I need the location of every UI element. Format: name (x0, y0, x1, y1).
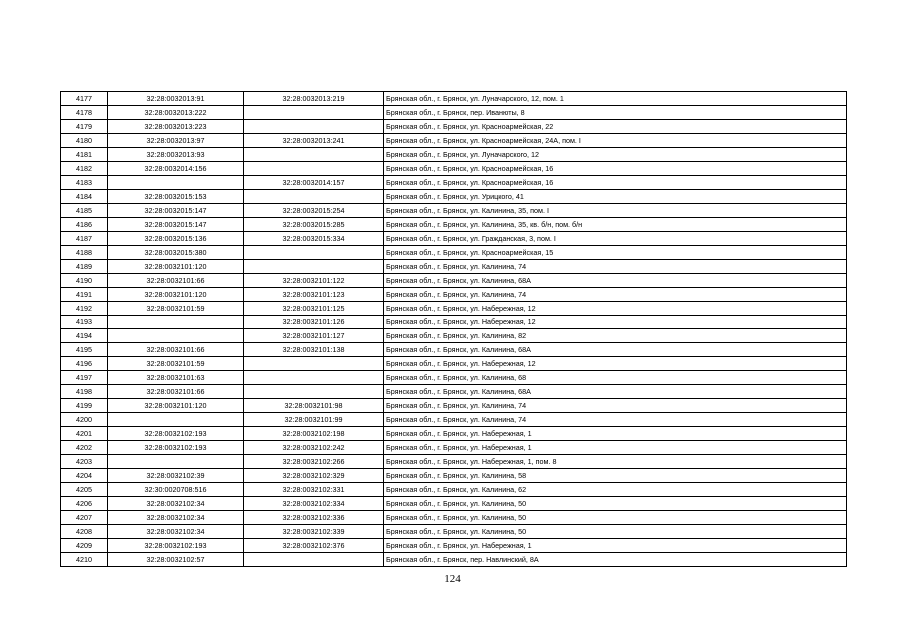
premises-cadastral-number-cell (244, 385, 384, 399)
premises-cadastral-number-cell (244, 357, 384, 371)
address-cell: Брянская обл., г. Брянск, ул. Калинина, 68 (384, 371, 847, 385)
cadastral-number-cell: 32:28:0032101:66 (108, 343, 244, 357)
premises-cadastral-number-cell: 32:28:0032102:242 (244, 441, 384, 455)
row-number-cell: 4185 (61, 203, 108, 217)
cadastral-number-cell: 32:28:0032102:34 (108, 511, 244, 525)
row-number-cell: 4201 (61, 427, 108, 441)
cadastral-number-cell: 32:28:0032102:193 (108, 427, 244, 441)
premises-cadastral-number-cell: 32:28:0032015:285 (244, 217, 384, 231)
address-cell: Брянская обл., г. Брянск, ул. Калинина, 35, пом. I (384, 203, 847, 217)
premises-cadastral-number-cell: 32:28:0032013:241 (244, 133, 384, 147)
premises-cadastral-number-cell: 32:28:0032102:266 (244, 455, 384, 469)
row-number-cell: 4179 (61, 119, 108, 133)
row-number-cell: 4194 (61, 329, 108, 343)
table-row (61, 455, 847, 469)
address-cell: Брянская обл., г. Брянск, ул. Гражданская, 3, пом. I (384, 231, 847, 245)
row-number-cell: 4180 (61, 133, 108, 147)
table-row (61, 189, 847, 203)
address-cell: Брянская обл., г. Брянск, ул. Набережная, 1 (384, 539, 847, 553)
address-cell: Брянская обл., г. Брянск, ул. Калинина, 74 (384, 413, 847, 427)
table-row (61, 119, 847, 133)
premises-cadastral-number-cell (244, 371, 384, 385)
row-number-cell: 4210 (61, 552, 108, 566)
cadastral-number-cell (108, 175, 244, 189)
address-cell: Брянская обл., г. Брянск, ул. Калинина, 68А (384, 273, 847, 287)
cadastral-number-cell: 32:30:0020708:516 (108, 483, 244, 497)
address-cell: Брянская обл., г. Брянск, ул. Калинина, 50 (384, 525, 847, 539)
premises-cadastral-number-cell (244, 147, 384, 161)
row-number-cell: 4177 (61, 92, 108, 106)
row-number-cell: 4189 (61, 259, 108, 273)
address-cell: Брянская обл., г. Брянск, ул. Набережная, 1 (384, 427, 847, 441)
row-number-cell: 4206 (61, 497, 108, 511)
address-cell: Брянская обл., г. Брянск, ул. Набережная, 1 (384, 441, 847, 455)
row-number-cell: 4202 (61, 441, 108, 455)
table-row (61, 497, 847, 511)
premises-cadastral-number-cell: 32:28:0032101:122 (244, 273, 384, 287)
address-cell: Брянская обл., г. Брянск, ул. Красноармейская, 15 (384, 245, 847, 259)
premises-cadastral-number-cell (244, 105, 384, 119)
address-cell: Брянская обл., г. Брянск, ул. Калинина, 62 (384, 483, 847, 497)
page-number: 124 (444, 573, 461, 585)
address-cell: Брянская обл., г. Брянск, ул. Калинина, 74 (384, 259, 847, 273)
table-row (61, 552, 847, 566)
row-number-cell: 4207 (61, 511, 108, 525)
cadastral-number-cell: 32:28:0032015:147 (108, 203, 244, 217)
cadastral-number-cell: 32:28:0032102:193 (108, 441, 244, 455)
premises-cadastral-number-cell: 32:28:0032102:376 (244, 539, 384, 553)
premises-cadastral-number-cell (244, 189, 384, 203)
address-cell: Брянская обл., г. Брянск, ул. Калинина, 82 (384, 329, 847, 343)
row-number-cell: 4208 (61, 525, 108, 539)
row-number-cell: 4188 (61, 245, 108, 259)
table-row (61, 343, 847, 357)
premises-cadastral-number-cell: 32:28:0032101:98 (244, 399, 384, 413)
address-cell: Брянская обл., г. Брянск, ул. Калинина, 68А (384, 385, 847, 399)
cadastral-number-cell: 32:28:0032013:222 (108, 105, 244, 119)
table-row (61, 357, 847, 371)
table-row (61, 287, 847, 301)
table-row (61, 231, 847, 245)
address-cell: Брянская обл., г. Брянск, ул. Калинина, 50 (384, 511, 847, 525)
row-number-cell: 4184 (61, 189, 108, 203)
address-cell: Брянская обл., г. Брянск, ул. Набережная, 12 (384, 301, 847, 315)
premises-cadastral-number-cell (244, 552, 384, 566)
address-cell: Брянская обл., г. Брянск, ул. Луначарского, 12, пом. 1 (384, 92, 847, 106)
premises-cadastral-number-cell: 32:28:0032013:219 (244, 92, 384, 106)
cadastral-number-cell: 32:28:0032102:39 (108, 469, 244, 483)
table-row (61, 245, 847, 259)
address-cell: Брянская обл., г. Брянск, ул. Набережная, 12 (384, 357, 847, 371)
premises-cadastral-number-cell (244, 119, 384, 133)
table-row (61, 259, 847, 273)
cadastral-number-cell (108, 413, 244, 427)
table-row (61, 511, 847, 525)
address-cell: Брянская обл., г. Брянск, ул. Набережная, 12 (384, 315, 847, 329)
table-row (61, 413, 847, 427)
cadastral-number-cell (108, 315, 244, 329)
table-row (61, 385, 847, 399)
premises-cadastral-number-cell: 32:28:0032101:126 (244, 315, 384, 329)
address-cell: Брянская обл., г. Брянск, ул. Калинина, 74 (384, 399, 847, 413)
premises-cadastral-number-cell: 32:28:0032102:331 (244, 483, 384, 497)
table-row (61, 315, 847, 329)
row-number-cell: 4191 (61, 287, 108, 301)
row-number-cell: 4200 (61, 413, 108, 427)
cadastral-number-cell: 32:28:0032101:66 (108, 385, 244, 399)
table-row (61, 399, 847, 413)
premises-cadastral-number-cell: 32:28:0032015:254 (244, 203, 384, 217)
row-number-cell: 4182 (61, 161, 108, 175)
premises-cadastral-number-cell: 32:28:0032101:123 (244, 287, 384, 301)
cadastral-number-cell: 32:28:0032102:34 (108, 525, 244, 539)
cadastral-number-cell: 32:28:0032013:93 (108, 147, 244, 161)
registry-table (60, 91, 847, 567)
row-number-cell: 4183 (61, 175, 108, 189)
row-number-cell: 4192 (61, 301, 108, 315)
address-cell: Брянская обл., г. Брянск, пер. Навлинский, 8А (384, 552, 847, 566)
cadastral-number-cell: 32:28:0032101:120 (108, 259, 244, 273)
row-number-cell: 4181 (61, 147, 108, 161)
table-row (61, 92, 847, 106)
premises-cadastral-number-cell (244, 161, 384, 175)
address-cell: Брянская обл., г. Брянск, ул. Калинина, 50 (384, 497, 847, 511)
address-cell: Брянская обл., г. Брянск, ул. Красноармейская, 16 (384, 175, 847, 189)
cadastral-number-cell: 32:28:0032015:147 (108, 217, 244, 231)
row-number-cell: 4190 (61, 273, 108, 287)
address-cell: Брянская обл., г. Брянск, ул. Калинина, 68А (384, 343, 847, 357)
row-number-cell: 4178 (61, 105, 108, 119)
table-row (61, 329, 847, 343)
premises-cadastral-number-cell: 32:28:0032101:127 (244, 329, 384, 343)
table-row (61, 105, 847, 119)
row-number-cell: 4199 (61, 399, 108, 413)
table-row (61, 273, 847, 287)
row-number-cell: 4195 (61, 343, 108, 357)
cadastral-number-cell: 32:28:0032101:66 (108, 273, 244, 287)
cadastral-number-cell: 32:28:0032013:223 (108, 119, 244, 133)
address-cell: Брянская обл., г. Брянск, ул. Красноармейская, 24А, пом. I (384, 133, 847, 147)
address-cell: Брянская обл., г. Брянск, ул. Калинина, 35, кв. б/н, пом. б/н (384, 217, 847, 231)
table-row (61, 441, 847, 455)
cadastral-number-cell: 32:28:0032102:193 (108, 539, 244, 553)
row-number-cell: 4193 (61, 315, 108, 329)
address-cell: Брянская обл., г. Брянск, ул. Красноармейская, 22 (384, 119, 847, 133)
address-cell: Брянская обл., г. Брянск, ул. Луначарского, 12 (384, 147, 847, 161)
premises-cadastral-number-cell: 32:28:0032102:198 (244, 427, 384, 441)
registry-table-body (61, 92, 847, 567)
row-number-cell: 4203 (61, 455, 108, 469)
row-number-cell: 4198 (61, 385, 108, 399)
premises-cadastral-number-cell: 32:28:0032101:99 (244, 413, 384, 427)
table-row (61, 301, 847, 315)
row-number-cell: 4209 (61, 539, 108, 553)
cadastral-number-cell: 32:28:0032101:63 (108, 371, 244, 385)
cadastral-number-cell: 32:28:0032013:97 (108, 133, 244, 147)
table-row (61, 371, 847, 385)
cadastral-number-cell (108, 455, 244, 469)
premises-cadastral-number-cell: 32:28:0032102:334 (244, 497, 384, 511)
table-row (61, 427, 847, 441)
row-number-cell: 4197 (61, 371, 108, 385)
table-row (61, 161, 847, 175)
premises-cadastral-number-cell: 32:28:0032102:336 (244, 511, 384, 525)
premises-cadastral-number-cell: 32:28:0032102:329 (244, 469, 384, 483)
table-row (61, 203, 847, 217)
premises-cadastral-number-cell (244, 245, 384, 259)
address-cell: Брянская обл., г. Брянск, ул. Калинина, 74 (384, 287, 847, 301)
cadastral-number-cell: 32:28:0032015:153 (108, 189, 244, 203)
cadastral-number-cell: 32:28:0032102:57 (108, 552, 244, 566)
premises-cadastral-number-cell (244, 259, 384, 273)
address-cell: Брянская обл., г. Брянск, пер. Иванюты, 8 (384, 105, 847, 119)
table-row (61, 539, 847, 553)
premises-cadastral-number-cell: 32:28:0032014:157 (244, 175, 384, 189)
row-number-cell: 4196 (61, 357, 108, 371)
address-cell: Брянская обл., г. Брянск, ул. Красноармейская, 16 (384, 161, 847, 175)
address-cell: Брянская обл., г. Брянск, ул. Калинина, 58 (384, 469, 847, 483)
cadastral-number-cell: 32:28:0032015:380 (108, 245, 244, 259)
table-row (61, 217, 847, 231)
cadastral-number-cell (108, 329, 244, 343)
cadastral-number-cell: 32:28:0032101:120 (108, 287, 244, 301)
table-row (61, 525, 847, 539)
premises-cadastral-number-cell: 32:28:0032015:334 (244, 231, 384, 245)
cadastral-number-cell: 32:28:0032101:120 (108, 399, 244, 413)
table-row (61, 133, 847, 147)
table-row (61, 483, 847, 497)
address-cell: Брянская обл., г. Брянск, ул. Урицкого, 41 (384, 189, 847, 203)
cadastral-number-cell: 32:28:0032013:91 (108, 92, 244, 106)
premises-cadastral-number-cell: 32:28:0032101:138 (244, 343, 384, 357)
row-number-cell: 4186 (61, 217, 108, 231)
table-row (61, 175, 847, 189)
cadastral-number-cell: 32:28:0032102:34 (108, 497, 244, 511)
cadastral-number-cell: 32:28:0032101:59 (108, 357, 244, 371)
cadastral-number-cell: 32:28:0032015:136 (108, 231, 244, 245)
row-number-cell: 4205 (61, 483, 108, 497)
row-number-cell: 4187 (61, 231, 108, 245)
table-row (61, 147, 847, 161)
address-cell: Брянская обл., г. Брянск, ул. Набережная, 1, пом. 8 (384, 455, 847, 469)
row-number-cell: 4204 (61, 469, 108, 483)
cadastral-number-cell: 32:28:0032101:59 (108, 301, 244, 315)
table-row (61, 469, 847, 483)
premises-cadastral-number-cell: 32:28:0032102:339 (244, 525, 384, 539)
premises-cadastral-number-cell: 32:28:0032101:125 (244, 301, 384, 315)
cadastral-number-cell: 32:28:0032014:156 (108, 161, 244, 175)
